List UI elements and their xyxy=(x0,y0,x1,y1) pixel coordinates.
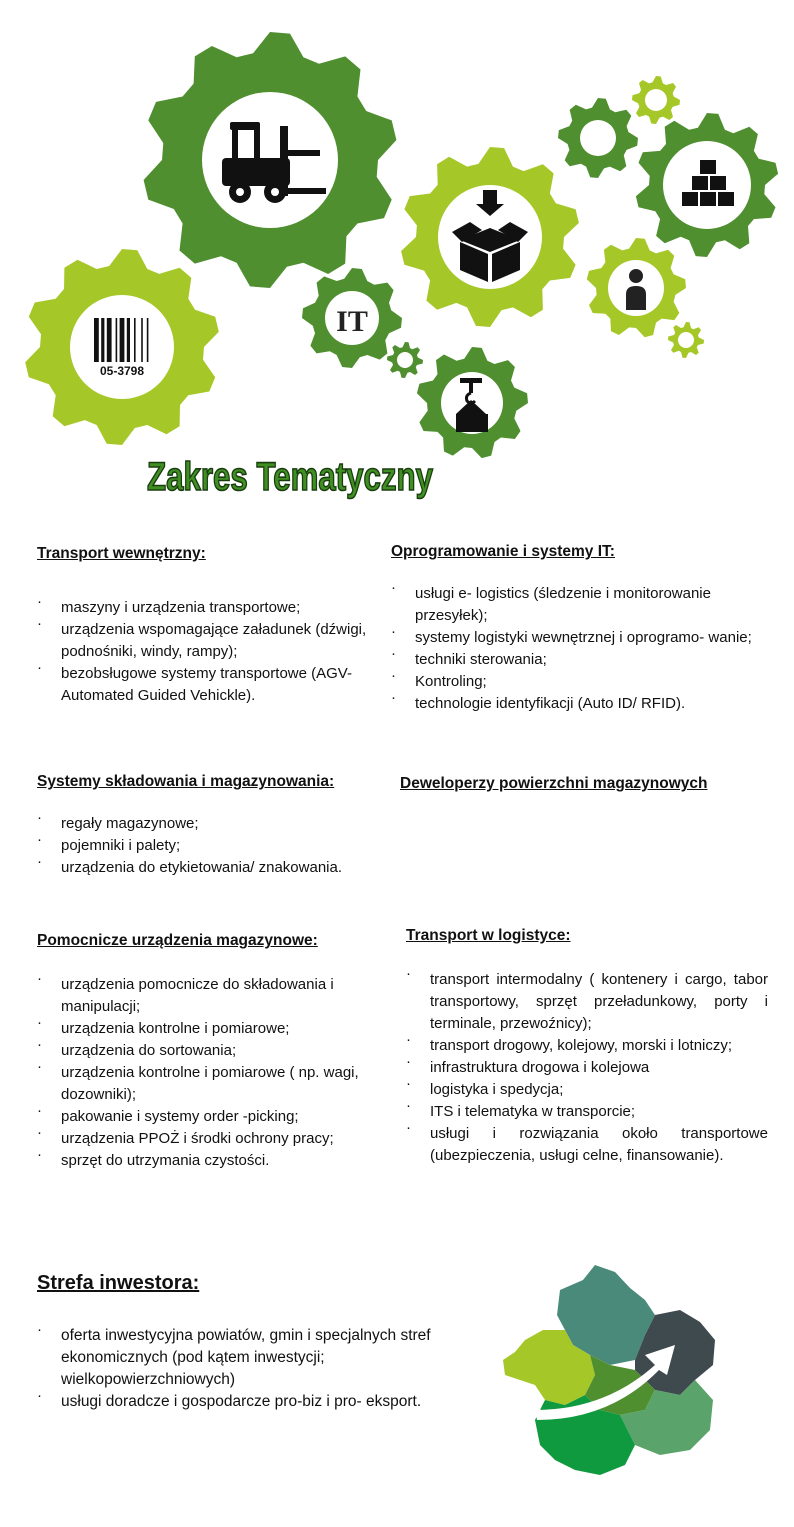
list-item: · urządzenia do etykietowania/ znakowania. xyxy=(37,857,397,879)
section-title: Deweloperzy powierzchni magazynowych xyxy=(400,775,708,792)
barcode-bar xyxy=(116,318,118,362)
section-strefa-inwestora xyxy=(37,1272,437,1413)
list-item: · bezobsługowe systemy transportowe (AGV- Automated Guided Vehickle). xyxy=(37,663,367,707)
list-item: · ITS i telematyka w transporcie; xyxy=(406,1101,768,1123)
gears-illustration xyxy=(0,0,794,520)
list-item: · sprzęt do utrzymania czystości. xyxy=(37,1150,377,1172)
section-title: Strefa inwestora: xyxy=(37,1272,200,1294)
item-list xyxy=(37,597,367,707)
barcode-bar xyxy=(120,318,125,362)
section-title: Oprogramowanie i systemy IT: xyxy=(391,543,615,560)
barcode-bar xyxy=(141,318,143,362)
barcode-bar xyxy=(147,318,149,362)
list-item: · transport drogowy, kolejowy, morski i lotniczy; xyxy=(406,1035,768,1057)
list-item: · urządzenia do sortowania; xyxy=(37,1040,377,1062)
list-item: · infrastruktura drogowa i kolejowa xyxy=(406,1057,768,1079)
gear-small-right-hole xyxy=(678,332,694,348)
barcode-bar xyxy=(107,318,112,362)
section-title: Pomocnicze urządzenia magazynowe: xyxy=(37,932,318,949)
list-item: · urządzenia pomocnicze do składowania i manipulacji; xyxy=(37,974,377,1018)
list-item: · urządzenia kontrolne i pomiarowe ( np. wagi, dozowniki); xyxy=(37,1062,377,1106)
list-item: · usługi i rozwiązania około transportowe (ubezpieczenia, usługi celne, finansowanie). xyxy=(406,1123,768,1167)
list-item: · usługi e- logistics (śledzenie i monitorowanie przesyłek); xyxy=(391,583,761,627)
list-item: · oferta inwestycyjna powiatów, gmin i specjalnych stref ekonomicznych (pod kątem inwestycji; wielkopowierzchniowych) xyxy=(37,1325,437,1391)
section-deweloperzy xyxy=(400,775,770,793)
it-icon: IT xyxy=(336,305,368,338)
item-list xyxy=(37,974,377,1172)
page-title: Zakres Tematyczny xyxy=(147,455,434,499)
barcode-number: 05-3798 xyxy=(99,364,145,378)
section-transport-logistyka xyxy=(406,927,768,1167)
list-item: · systemy logistyki wewnętrznej i oprogramo- wanie; xyxy=(391,627,761,649)
barcode-bar xyxy=(101,318,104,362)
list-item: · pojemniki i palety; xyxy=(37,835,397,857)
list-item: · transport intermodalny ( kontenery i cargo, tabor transportowy, sprzęt przeładunkowy, porty i terminale, przewoźnicy); xyxy=(406,969,768,1035)
list-item: · logistyka i spedycja; xyxy=(406,1079,768,1101)
gear-small-top-hole xyxy=(645,89,667,111)
section-oprogramowanie xyxy=(391,543,761,715)
list-item: · urządzenia kontrolne i pomiarowe; xyxy=(37,1018,377,1040)
item-list xyxy=(391,583,761,715)
list-item: · Kontroling; xyxy=(391,671,761,693)
section-title: Transport w logistyce: xyxy=(406,927,571,944)
gear-small-center-hole xyxy=(397,352,413,368)
section-title: Systemy składowania i magazynowania: xyxy=(37,773,335,790)
list-item: · techniki sterowania; xyxy=(391,649,761,671)
section-skladowanie xyxy=(37,773,397,879)
barcode-bar xyxy=(134,318,136,362)
list-item: · urządzenia wspomagające załadunek (dźwigi, podnośniki, windy, rampy); xyxy=(37,619,367,663)
section-title: Transport wewnętrzny: xyxy=(37,545,206,562)
item-list xyxy=(406,969,768,1167)
region-map-graphic xyxy=(495,1260,725,1490)
list-item: · usługi doradcze i gospodarcze pro-biz i pro- eksport. xyxy=(37,1391,437,1413)
barcode-bar xyxy=(94,318,99,362)
list-item: · maszyny i urządzenia transportowe; xyxy=(37,597,367,619)
gear-mid-right-hole xyxy=(580,120,616,156)
list-item: · regały magazynowe; xyxy=(37,813,397,835)
item-list xyxy=(37,813,397,879)
barcode-bar xyxy=(127,318,130,362)
section-pomocnicze xyxy=(37,932,377,1172)
list-item: · pakowanie i systemy order -picking; xyxy=(37,1106,377,1128)
list-item: · technologie identyfikacji (Auto ID/ RFID). xyxy=(391,693,761,715)
item-list xyxy=(37,1325,437,1413)
list-item: · urządzenia PPOŻ i środki ochrony pracy; xyxy=(37,1128,377,1150)
section-transport-wewnetrzny xyxy=(37,545,367,707)
